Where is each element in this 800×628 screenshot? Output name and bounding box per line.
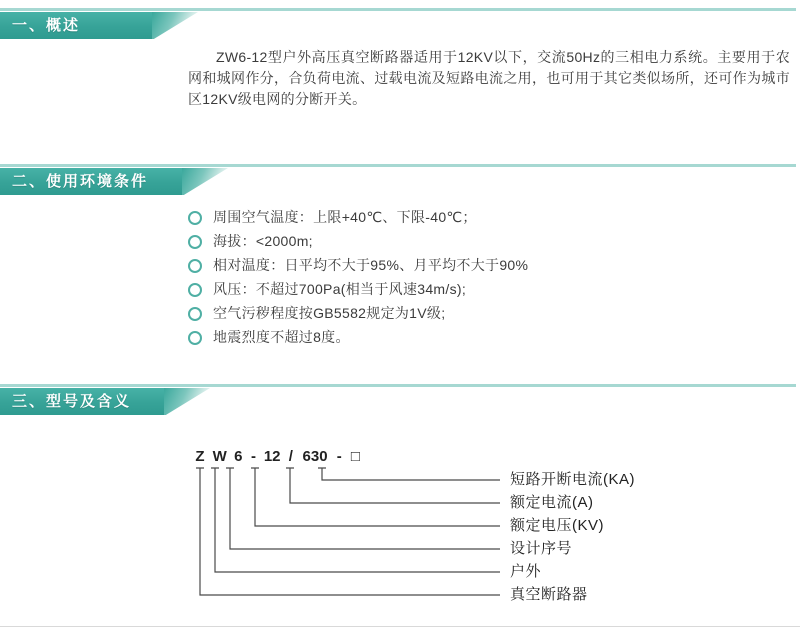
section-banner: [0, 12, 800, 39]
env-condition-text: 相对温度：日平均不大于95%、月平均不大于90%: [213, 257, 529, 273]
section-top-rule: [0, 384, 796, 387]
model-designation-diagram: [188, 448, 788, 610]
model-meaning-label: 额定电流(A): [510, 494, 594, 511]
model-code-segment: /: [288, 448, 293, 465]
banner-swoosh-icon: [164, 388, 210, 415]
model-meaning-label: 户外: [510, 563, 542, 580]
list-item: [188, 258, 800, 273]
env-condition-text: 空气污秽程度按GB5582规定为1V级;: [213, 305, 446, 321]
list-item: [188, 210, 800, 225]
section-overview: [0, 8, 800, 110]
banner-swoosh-icon: [182, 168, 228, 195]
section-title: 三、型号及含义: [12, 393, 132, 410]
section-environment: [0, 164, 800, 354]
circle-bullet-icon: [188, 259, 202, 273]
circle-bullet-icon: [188, 283, 202, 297]
model-meaning-label: 短路开断电流(KA): [510, 471, 636, 488]
banner-swoosh-icon: [152, 12, 198, 39]
section-model: [0, 384, 800, 610]
section-top-rule: [0, 8, 796, 11]
page-bottom-rule: [0, 626, 800, 627]
list-item: [188, 234, 800, 249]
env-condition-text: 地震烈度不超过8度。: [213, 329, 350, 345]
list-item: [188, 306, 800, 321]
list-item: [188, 282, 800, 297]
section-banner: [0, 168, 800, 195]
model-code: [193, 448, 362, 465]
model-code-segment: 6: [234, 448, 243, 465]
model-meaning-label: 设计序号: [510, 540, 573, 557]
circle-bullet-icon: [188, 235, 202, 249]
model-code-segment: -: [251, 448, 257, 465]
diagram-connector-lines: [188, 465, 518, 605]
model-code-segment: -: [336, 448, 342, 465]
circle-bullet-icon: [188, 331, 202, 345]
section-title: 二、使用环境条件: [12, 173, 149, 190]
env-condition-text: 周围空气温度：上限+40℃、下限-40℃；: [213, 209, 477, 225]
circle-bullet-icon: [188, 307, 202, 321]
model-code-segment: Z: [195, 448, 205, 465]
list-item: [188, 330, 800, 345]
overview-paragraph: ZW6-12型户外高压真空断路器适用于12KV以下，交流50Hz的三相电力系统。主要用于农网和城网作分，合负荷电流、过载电流及短路电流之用，也可用于其它类似场所，还可作为城市区12KV级电网的分断开关。: [188, 49, 790, 107]
section-title: 一、概述: [12, 17, 81, 34]
model-code-segment: W: [212, 448, 227, 465]
model-code-segment: □: [350, 448, 360, 465]
env-condition-text: 风压：不超过700Pa(相当于风速34m/s);: [213, 281, 467, 297]
section-top-rule: [0, 164, 796, 167]
env-condition-text: 海拔：<2000m;: [213, 233, 313, 249]
model-meaning-label: 真空断路器: [510, 586, 588, 603]
model-code-segment: 12: [263, 448, 281, 465]
circle-bullet-icon: [188, 211, 202, 225]
model-meaning-label: 额定电压(KV): [510, 517, 605, 534]
section-banner: [0, 388, 800, 415]
model-code-segment: 630: [302, 448, 328, 465]
env-conditions-list: [188, 210, 800, 345]
